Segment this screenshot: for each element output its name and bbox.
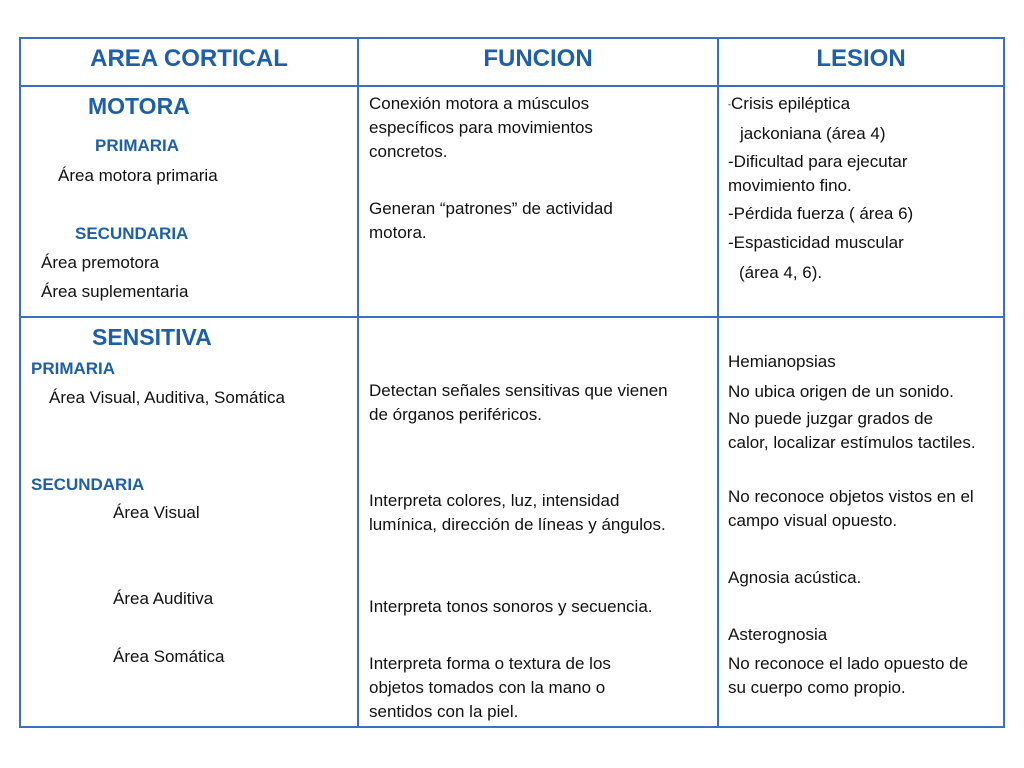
motora-lesion-item: -Espasticidad muscular [728,233,904,252]
sensitiva-lesion-item: No ubica origen de un sonido. [728,382,954,401]
motora-funcion-text: Conexión motora a músculos específicos para movimientos concretos. [369,94,593,161]
sensitiva-secundaria-item: Área Visual [113,503,200,522]
lesion-marker: - [728,99,731,110]
motora-lesion-item [728,92,850,117]
header-lesion: LESION [816,45,906,72]
sensitiva-funcion-text: Interpreta forma o textura de los objetos tomados con la mano o sentidos con la piel. [369,654,611,721]
table-border-left [19,37,21,728]
motora-secundaria-label: SECUNDARIA [75,224,189,243]
sensitiva-primaria-label: PRIMARIA [31,359,116,378]
sensitiva-primaria-item: Área Visual, Auditiva, Somática [49,388,285,407]
sensitiva-lesion-item: Asterognosia [728,625,828,644]
table-row-divider-motora [19,316,1005,318]
sensitiva-lesion-item: No reconoce el lado opuesto de su cuerpo como propio. [728,654,969,697]
table-row-divider-header [19,85,1005,87]
sensitiva-funcion-text: Interpreta tonos sonoros y secuencia. [369,597,653,616]
table-border-top [19,37,1005,39]
table-border-bottom [19,726,1005,728]
motora-lesion-item: (área 4, 6). [739,263,823,282]
lesion-text: Crisis epiléptica [731,94,851,113]
motora-lesion-item: -Pérdida fuerza ( área 6) [728,204,914,223]
sensitiva-title: SENSITIVA [92,324,212,350]
motora-primaria-item: Área motora primaria [58,166,218,185]
motora-primaria-label: PRIMARIA [95,136,180,155]
sensitiva-lesion-item: No reconoce objetos vistos en el campo visual opuesto. [728,487,974,530]
table-border-right [1003,37,1005,728]
motora-funcion-text: Generan “patrones” de actividad motora. [369,199,613,242]
sensitiva-lesion-item: No puede juzgar grados de calor, localizar estímulos tactiles. [728,409,976,452]
motora-lesion-item: -Dificultad para ejecutar movimiento fino. [728,152,908,195]
motora-secundaria-item: Área suplementaria [41,282,189,301]
sensitiva-secundaria-item: Área Somática [113,647,225,666]
sensitiva-lesion-item: Hemianopsias [728,352,836,371]
motora-secundaria-item: Área premotora [41,253,160,272]
table-column-divider-1 [357,37,359,728]
sensitiva-lesion-item: Agnosia acústica. [728,568,862,587]
table-column-divider-2 [717,37,719,728]
header-funcion: FUNCION [483,45,593,72]
sensitiva-secundaria-label: SECUNDARIA [31,475,145,494]
motora-lesion-item: jackoniana (área 4) [740,124,886,143]
motora-title: MOTORA [88,93,190,119]
sensitiva-secundaria-item: Área Auditiva [113,589,214,608]
sensitiva-funcion-text: Interpreta colores, luz, intensidad lumínica, dirección de líneas y ángulos. [369,491,666,534]
header-area-cortical: AREA CORTICAL [90,45,288,72]
sensitiva-funcion-text: Detectan señales sensitivas que vienen de órganos periféricos. [369,381,668,424]
